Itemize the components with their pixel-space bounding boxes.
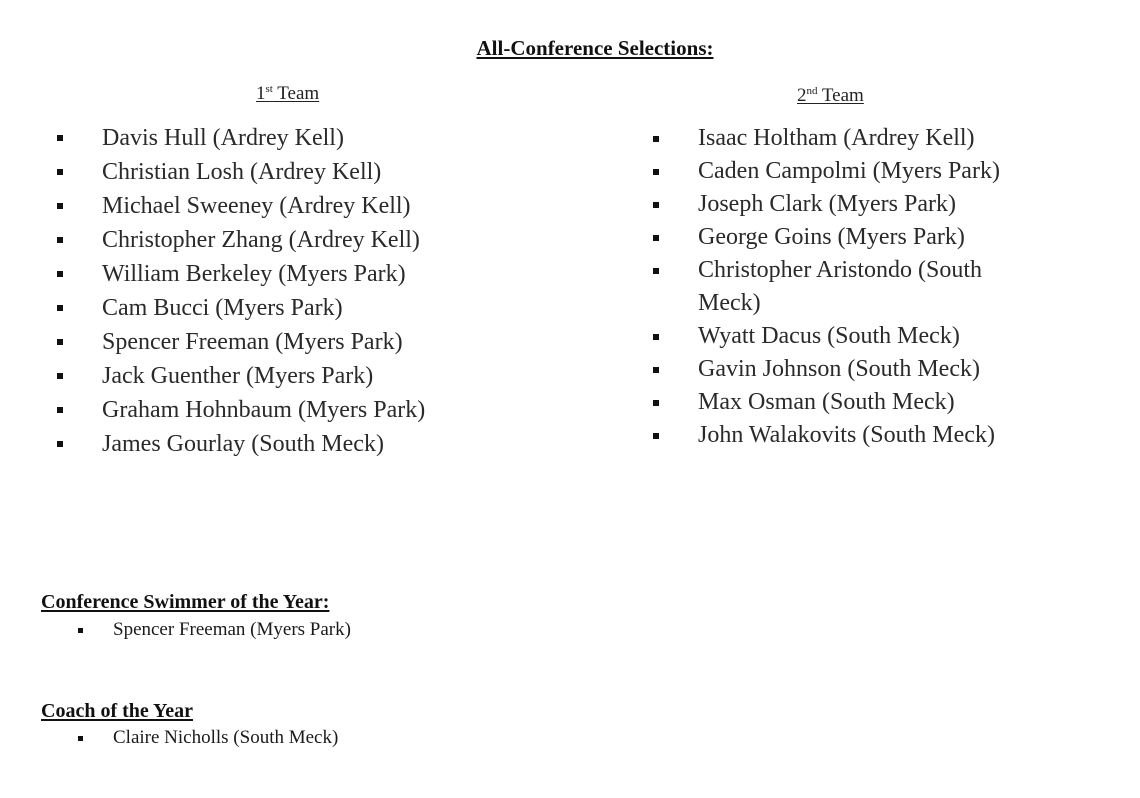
list-item-text: Wyatt Dacus (South Meck) (698, 323, 960, 349)
list-item (78, 727, 338, 749)
square-bullet-icon (57, 441, 63, 447)
list-item (57, 121, 507, 155)
list-item-text: Isaac Holtham (Ardrey Kell) (698, 125, 975, 151)
square-bullet-icon (57, 237, 63, 243)
square-bullet-icon (653, 367, 659, 373)
list-item (57, 223, 507, 257)
first-team-heading-word: Team (272, 83, 320, 104)
list-item (57, 325, 507, 359)
square-bullet-icon (57, 373, 63, 379)
list-item (57, 189, 507, 223)
second-team-heading-word: Team (817, 85, 864, 106)
list-item (653, 254, 1033, 320)
second-team-heading-number: 2 (797, 85, 807, 106)
second-team-list (653, 122, 1033, 452)
list-item-text: Christopher Zhang (Ardrey Kell) (102, 227, 420, 253)
first-team-heading-suffix: st (265, 83, 273, 95)
list-item-text: George Goins (Myers Park) (698, 224, 965, 250)
list-item (653, 419, 1033, 452)
list-item-text: Spencer Freeman (Myers Park) (102, 329, 403, 355)
list-item-text: Christopher Aristondo (South Meck) (698, 257, 983, 316)
page-title: All-Conference Selections: (476, 36, 714, 60)
list-item (57, 359, 507, 393)
list-item-text: James Gourlay (South Meck) (102, 431, 384, 457)
square-bullet-icon (57, 407, 63, 413)
square-bullet-icon (57, 339, 63, 345)
square-bullet-icon (653, 433, 659, 439)
list-item-text: Gavin Johnson (South Meck) (698, 356, 980, 382)
first-team-heading (256, 83, 319, 105)
square-bullet-icon (653, 235, 659, 241)
list-item-text: William Berkeley (Myers Park) (102, 261, 406, 287)
square-bullet-icon (57, 203, 63, 209)
list-item-text: Jack Guenther (Myers Park) (102, 363, 374, 389)
list-item (57, 155, 507, 189)
square-bullet-icon (653, 169, 659, 175)
swimmer-of-year-list (78, 619, 351, 641)
coach-of-year-winner: Claire Nicholls (South Meck) (113, 727, 339, 748)
list-item-text: Graham Hohnbaum (Myers Park) (102, 397, 426, 423)
swimmer-of-year-heading: Conference Swimmer of the Year: (41, 591, 330, 613)
second-team-heading-suffix: nd (806, 85, 818, 97)
list-item (57, 427, 507, 461)
list-item (78, 619, 351, 641)
list-item-text: Cam Bucci (Myers Park) (102, 295, 343, 321)
square-bullet-icon (78, 628, 83, 633)
second-team-heading (797, 85, 864, 107)
square-bullet-icon (57, 271, 63, 277)
list-item (653, 320, 1033, 353)
swimmer-of-year-winner: Spencer Freeman (Myers Park) (113, 619, 351, 640)
square-bullet-icon (78, 736, 83, 741)
list-item (57, 393, 507, 427)
first-team-list (57, 121, 507, 461)
square-bullet-icon (57, 135, 63, 141)
square-bullet-icon (653, 202, 659, 208)
list-item (57, 257, 507, 291)
list-item-text: Christian Losh (Ardrey Kell) (102, 159, 382, 185)
square-bullet-icon (653, 268, 659, 274)
square-bullet-icon (653, 400, 659, 406)
list-item (653, 155, 1033, 188)
list-item-text: John Walakovits (South Meck) (698, 422, 995, 448)
list-item (653, 122, 1033, 155)
square-bullet-icon (653, 136, 659, 142)
square-bullet-icon (57, 305, 63, 311)
list-item (57, 291, 507, 325)
list-item-text: Joseph Clark (Myers Park) (698, 191, 956, 217)
list-item (653, 353, 1033, 386)
list-item (653, 386, 1033, 419)
first-team-heading-number: 1 (256, 83, 266, 104)
square-bullet-icon (653, 334, 659, 340)
list-item (653, 221, 1033, 254)
square-bullet-icon (57, 169, 63, 175)
list-item-text: Max Osman (South Meck) (698, 389, 955, 415)
list-item-text: Davis Hull (Ardrey Kell) (102, 125, 344, 151)
list-item-text: Caden Campolmi (Myers Park) (698, 158, 1000, 184)
list-item (653, 188, 1033, 221)
coach-of-year-heading: Coach of the Year (41, 700, 194, 722)
coach-of-year-list (78, 727, 338, 749)
list-item-text: Michael Sweeney (Ardrey Kell) (102, 193, 411, 219)
